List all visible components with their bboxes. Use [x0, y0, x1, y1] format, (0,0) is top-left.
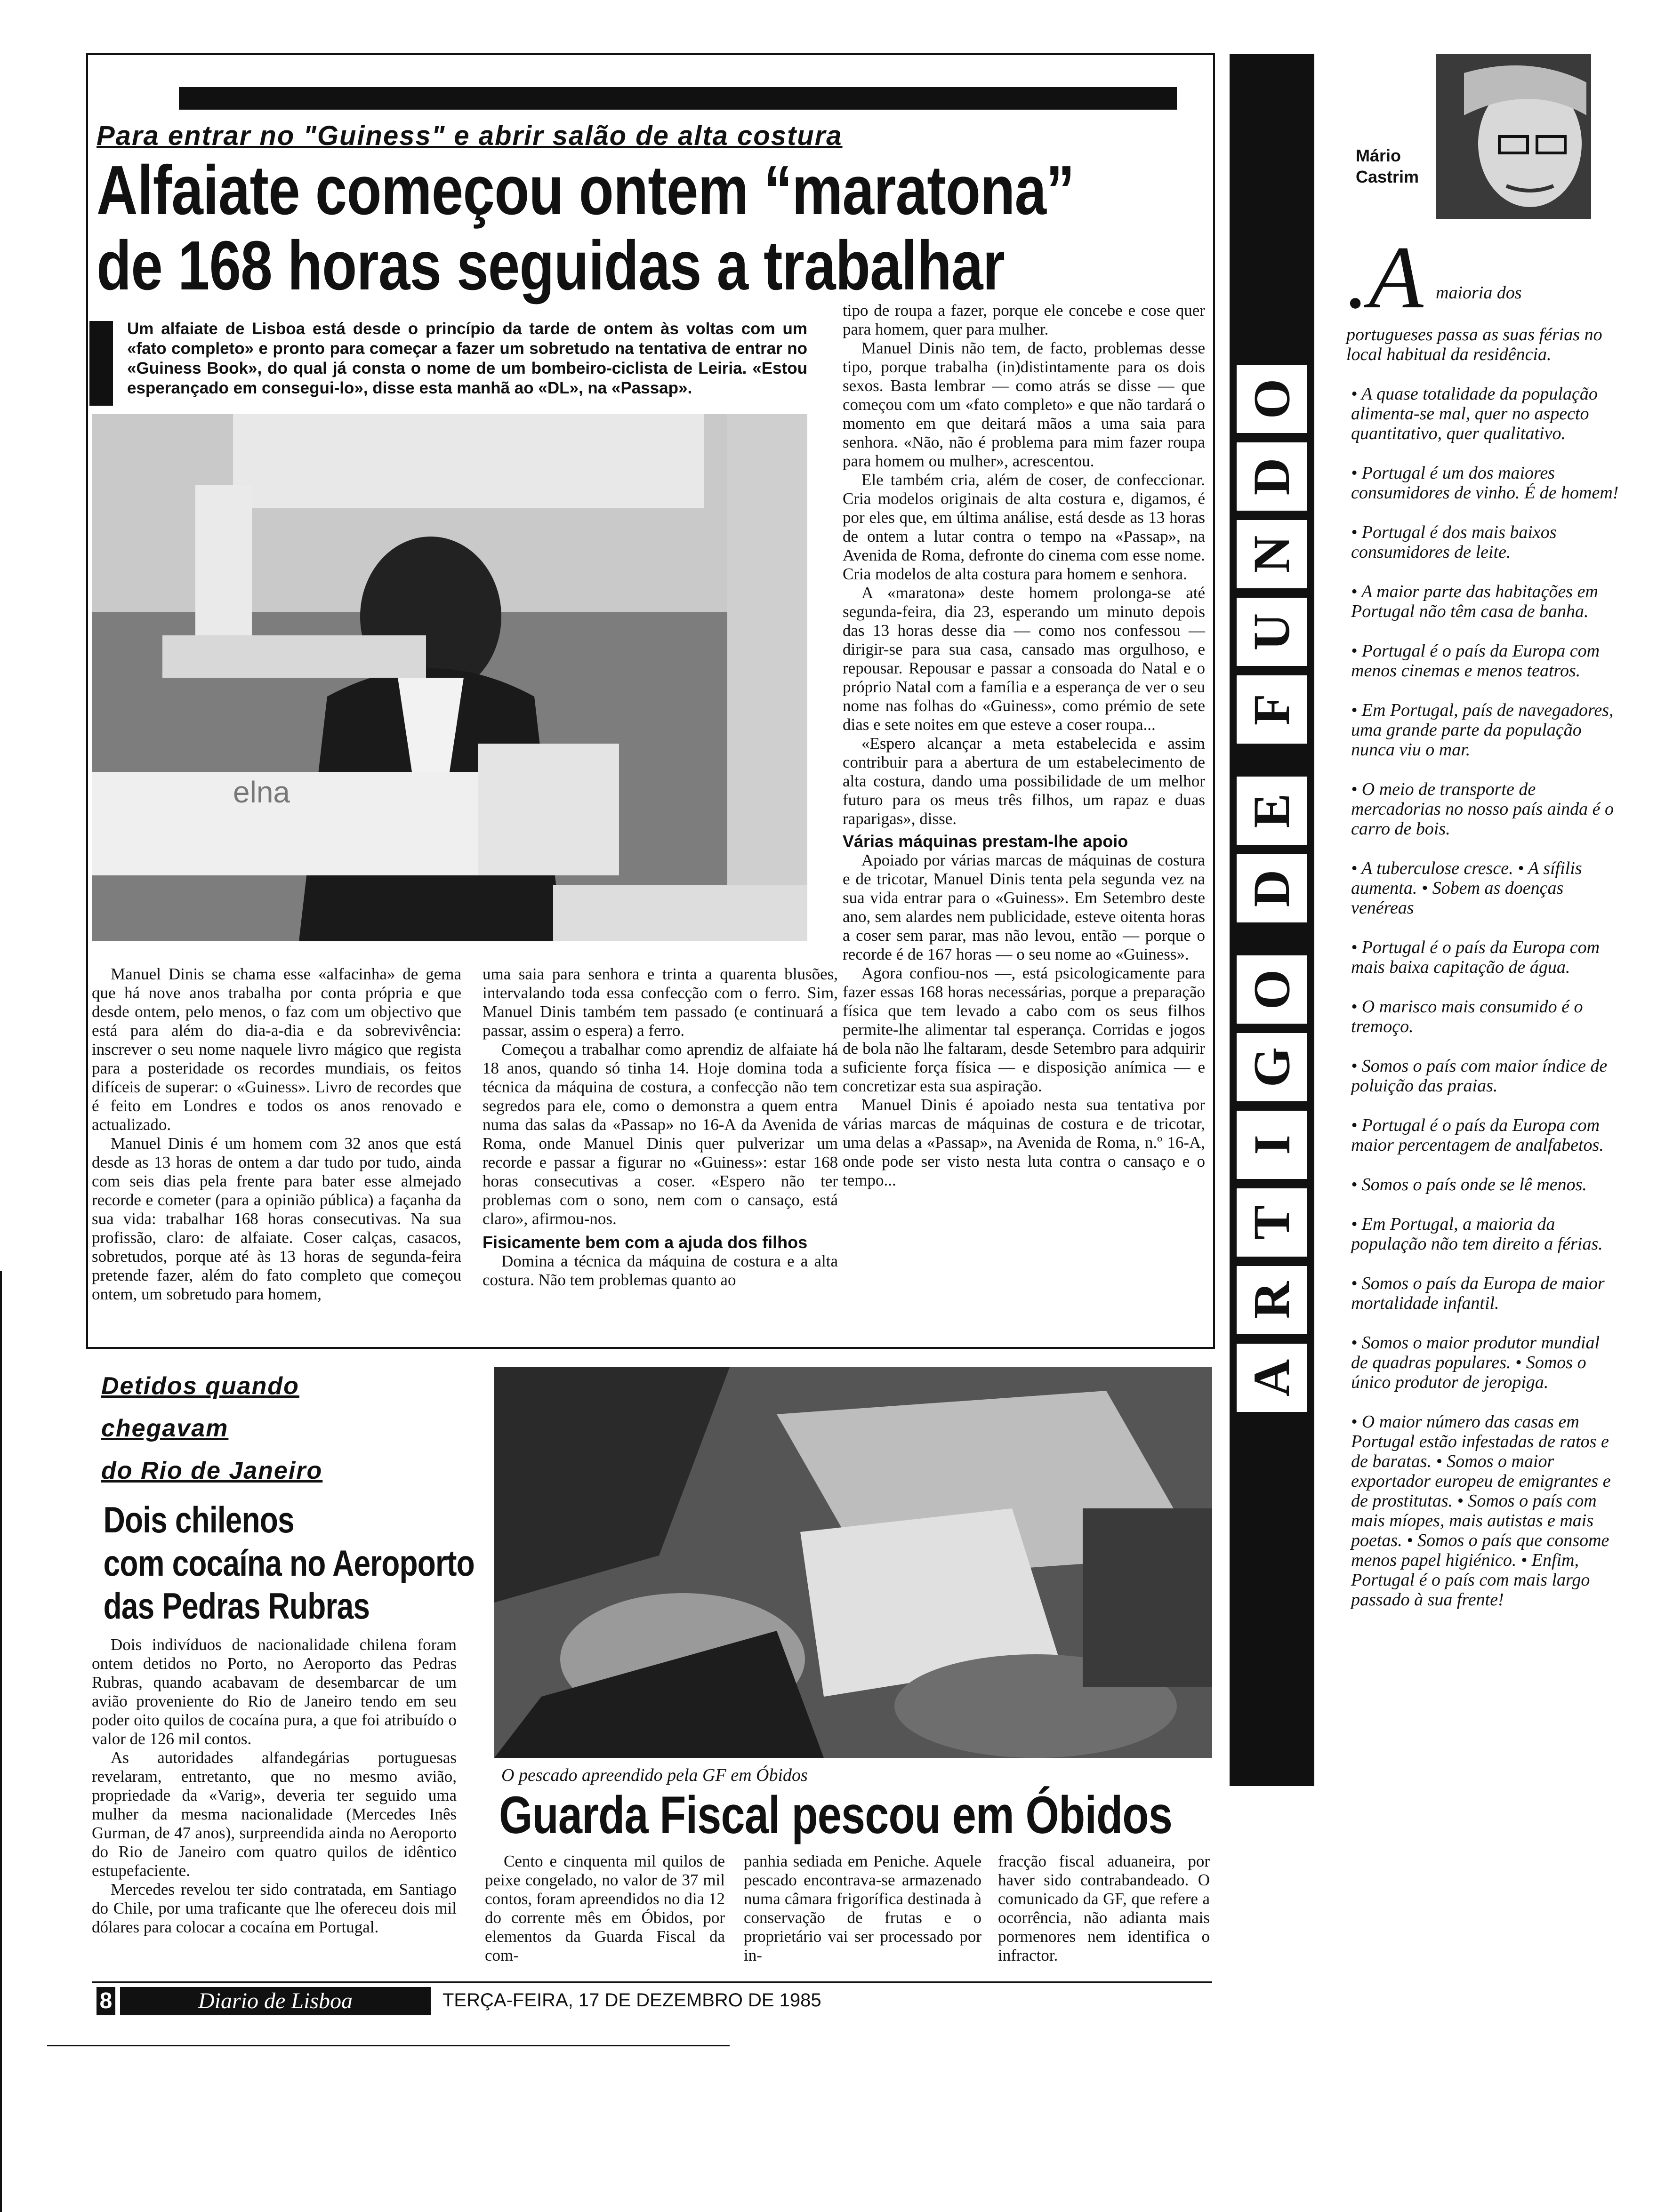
main-headline-line1: Alfaiate começou ontem “maratona”: [97, 152, 1075, 229]
main-col3-p5: «Espero alcançar a meta estabelecida e assim contribuir para a abertura de um estabelecimento de alta costura, dando uma possibilidade de um melhor futuro para os meus três filhos, um rapaz e duas raparigas», disse.: [843, 734, 1205, 828]
main-col3-p2: Manuel Dinis não tem, de facto, problemas desse tipo, porque trabalha (in)distintamente para os dois sexos. Basta lembrar — como atrás se disse — que começou com um «fato completo» e que não tardará o momento em que deitará mãos a uma saia para senhora. «Não, não é problema para mim fazer roupa para homem ou mulher», acrescentou.: [843, 339, 1205, 470]
sidebar-item: • Somos o país com maior índice de poluição das praias.: [1351, 1056, 1608, 1096]
main-col3-p1: tipo de roupa a fazer, porque ele concebe e cose quer para homem, quer para mulher.: [843, 301, 1205, 338]
sidebar-item: • Portugal é um dos maiores consumidores de vinho. É de homem!: [1351, 463, 1619, 503]
main-kicker: Para entrar no "Guiness" e abrir salão de alta costura: [97, 120, 843, 151]
cocaine-headline-line3: das Pedras Rubras: [103, 1585, 370, 1627]
tailor-photo: [92, 414, 807, 941]
main-col3-p4: A «maratona» deste homem prolonga-se até segunda-feira, dia 23, esperando um minuto depois das 13 horas desse dia — como nos confessou — dirigir-se para sua casa, cansado mas orgulhoso, e repousar. Repousar e passar a consoada do Natal e o próprio Natal com a família e a esperança de ver o seu nome nas folhas do «Guiness», como prémio de sete dias e sete noites em que esteve a coser roupa...: [843, 584, 1205, 734]
fish-photo-image: [494, 1367, 1212, 1758]
main-col1-p2: Manuel Dinis é um homem com 32 anos que está desde as 13 horas de ontem a dar tudo por tudo, ainda com seis dias pela frente para bater esse almejado recorde e cometer (para a opinião pública) a façanha da sua vida: trabalhar 168 horas consecutivas. Na sua profissão, claro: de alfaiate. Coser calças, casacos, sobretudos, porque até às 13 horas de segunda-feira pretende fazer, além do fato completo que começou ontem, um sobretudo para homem,: [92, 1134, 461, 1303]
author-portrait: [1436, 54, 1591, 219]
fish-caption: O pescado apreendido pela GF em Óbidos: [501, 1765, 808, 1785]
sidebar-intro-rest: portugueses passa as suas férias no local habitual da residência.: [1346, 325, 1602, 364]
cocaine-p1: Dois indivíduos de nacionalidade chilena foram ontem detidos no Porto, no Aeroporto das Pedras Rubras, quando acabavam de desembarcar de um avião proveniente do Rio de Janeiro tendo em seu poder oito quilos de cocaína pura, a que foi atribuído o valor de 126 mil contos.: [92, 1635, 457, 1748]
fish-col1: Cento e cinquenta mil quilos de peixe congelado, no valor de 37 mil contos, foram apreendidos no dia 12 do corrente mês em Óbidos, por elementos da Guarda Fiscal da com-: [485, 1852, 725, 1964]
section-letter: N: [1234, 518, 1310, 591]
main-col3: [843, 301, 1205, 1190]
main-col3-subhead: Várias máquinas prestam-lhe apoio: [843, 832, 1128, 851]
sidebar-intro-first: maioria dos: [1436, 283, 1522, 303]
author-photo: [1436, 54, 1591, 219]
footer-page-number: 8: [97, 1987, 115, 2015]
section-letter: F: [1234, 673, 1310, 746]
sidebar-item: • Portugal é o país da Europa com maior percentagem de analfabetos.: [1351, 1115, 1604, 1155]
main-col1: [92, 965, 461, 1304]
section-letters: [1234, 362, 1310, 1414]
cocaine-kicker-line3: do Rio de Janeiro: [101, 1457, 323, 1484]
main-lead: Um alfaiate de Lisboa está desde o princípio da tarde de ontem às voltas com um «fato completo» e pronto para começar a fazer um sobretudo na tentativa de entrar no «Guiness Book», do qual já consta o nome de um bombeiro-ciclista de Leiria. «Estou esperançado em consegui-lo», disse esta manhã ao «DL», na «Passap».: [127, 320, 807, 397]
sidebar-item: • Em Portugal, país de navegadores, uma grande parte da população nunca viu o mar.: [1351, 700, 1614, 760]
section-letter: T: [1234, 1186, 1310, 1259]
sidebar-item: • Somos o país onde se lê menos.: [1351, 1175, 1587, 1194]
footer-rule: [92, 1981, 1212, 1983]
sidebar-item: • Portugal é o país da Europa com menos cinemas e menos teatros.: [1351, 641, 1600, 681]
sidebar-item: • A tuberculose cresce. • A sífilis aumenta. • Sobem as doenças venéreas: [1351, 858, 1582, 918]
top-rule: [179, 87, 1177, 110]
sidebar-item: • O meio de transporte de mercadorias no nosso país ainda é o carro de bois.: [1351, 779, 1614, 839]
main-col2-p3: Domina a técnica da máquina de costura e a alta costura. Não tem problemas quanto ao: [483, 1252, 838, 1289]
author-first-name: Mário: [1356, 146, 1401, 165]
section-letter: R: [1234, 1264, 1310, 1337]
section-letter: U: [1234, 595, 1310, 668]
section-letter: E: [1234, 774, 1310, 847]
sidebar-item: • Somos o maior produtor mundial de quadras populares. • Somos o único produtor de jeropiga.: [1351, 1333, 1600, 1392]
sidebar-item: • A quase totalidade da população alimenta-se mal, quer no aspecto quantitativo, quer qualitativo.: [1351, 384, 1598, 443]
cocaine-p2: As autoridades alfandegárias portuguesas revelaram, entretanto, que no mesmo avião, propriedade da «Varig», deveria ter seguido uma mulher da mesma nacionalidade (Mercedes Inês Gurman, de 47 anos), surpreendida ainda no Aeroporto do Rio de Janeiro com quatro quilos de idêntico estupefaciente.: [92, 1748, 457, 1880]
section-letter: A: [1234, 1341, 1310, 1414]
cocaine-article: [92, 1365, 475, 1937]
fish-col2: panhia sediada em Peniche. Aquele pescado encontrava-se armazenado numa câmara frigorífica destinada à conservação de frutas e o proprietário vai ser processado por in-: [744, 1852, 981, 1964]
section-letter: D: [1234, 440, 1310, 513]
sidebar-item: • O marisco mais consumido é o tremoço.: [1351, 997, 1583, 1036]
tailor-photo-image: [92, 414, 807, 941]
sidebar-item: • A maior parte das habitações em Portugal não têm casa de banha.: [1351, 582, 1598, 621]
footer-date: TERÇA-FEIRA, 17 DE DEZEMBRO DE 1985: [442, 1990, 821, 2011]
cocaine-headline-line2: com cocaína no Aeroporto: [103, 1542, 475, 1584]
fish-photo: [494, 1367, 1212, 1758]
main-col1-p1: Manuel Dinis se chama esse «alfacinha» de gema que há nove anos trabalha por conta própria e que desde ontem, pelo menos, o faz com um objectivo que está para além do dia-a-dia e da sobrevivência: inscrever o seu nome naquele livro mágico que regista para a posteridade os recordes mundiais, os feitos difíceis de superar: o «Guiness». Livro de recordes que é feito em Londres e todos os anos renovado e actualizado.: [92, 965, 461, 1134]
cocaine-headline-line1: Dois chilenos: [103, 1499, 294, 1540]
main-col2-p1: uma saia para senhora e trinta a quarenta blusões, intervalando toda essa confecção com o ferro. Sim, Manuel Dinis também tem passado (e continuará a passar, assim o espera) a ferro.: [483, 965, 838, 1040]
main-col3-p3: Ele também cria, além de coser, de confeccionar. Cria modelos originais de alta costura e, digamos, é por eles que, em última análise, está desde as 13 horas de ontem a lutar contra o tempo na «Passap», na Avenida de Roma, defronte do cinema com esse nome. Cria modelos de alta costura para homem e senhora.: [843, 471, 1205, 583]
section-letter: D: [1234, 852, 1310, 925]
section-letter: I: [1234, 1108, 1310, 1181]
section-letter: O: [1234, 362, 1310, 435]
main-col2-subhead: Fisicamente bem com a ajuda dos filhos: [483, 1233, 808, 1252]
main-col3-p6: Apoiado por várias marcas de máquinas de costura e de tricotar, Manuel Dinis tenta pela segunda vez na sua vida entrar para o «Guiness». Em Setembro deste ano, sem alardes nem publicidade, esteve oitenta horas a coser sem parar, mas não levou, então — porque o recorde é de 167 horas — o seu nome ao «Guiness».: [843, 851, 1205, 963]
section-letter: G: [1234, 1031, 1310, 1104]
cocaine-p3: Mercedes revelou ter sido contratada, em Santiago do Chile, por uma traficante que lhe ofereceu dois mil dólares para colocar a cocaína em Portugal.: [92, 1880, 457, 1936]
sidebar-item: • O maior número das casas em Portugal estão infestadas de ratos e de baratas. • Somos o maior exportador europeu de emigrantes e de prostitutas. • Somos o país com mais míopes, mais autistas e mais poetas. • Somos o país que consome menos papel higiénico. • Enfim, Portugal é o país com mais largo passado à sua frente!: [1351, 1412, 1611, 1610]
fish-col3: fracção fiscal aduaneira, por haver sido contrabandeado. O comunicado da GF, que refere a ocorrência, não adianta mais pormenores nem identifica o infractor.: [998, 1852, 1210, 1964]
sidebar-column: [1346, 325, 1619, 1629]
cocaine-kicker-line1: Detidos quando: [101, 1372, 299, 1400]
bottom-rule: [47, 2045, 730, 2046]
sidebar-item: • Somos o país da Europa de maior mortalidade infantil.: [1351, 1274, 1605, 1313]
lead-initial-bar: [89, 321, 113, 406]
sidebar-item: • Portugal é dos mais baixos consumidores de leite.: [1351, 522, 1557, 562]
cocaine-kicker-line2: chegavam: [101, 1415, 229, 1442]
footer-paper-name: Diario de Lisboa: [120, 1987, 431, 2015]
main-col2-p2: Começou a trabalhar como aprendiz de alfaiate há 18 anos, quando só tinha 14. Hoje domina toda a técnica da máquina de costura, a confecção não tem segredos para ele, como o demonstra a quem entra numa das salas da «Passap» no 16-A da Avenida de Roma, onde Manuel Dinis quer pulverizar um recorde e passar a figurar no «Guiness»: estar 168 horas consecutivas a coser. «Espero não ter problemas com o sono, nem com o cansaço, está claro», afirmou-nos.: [483, 1040, 838, 1228]
fish-headline: Guarda Fiscal pescou em Óbidos: [499, 1786, 1172, 1844]
left-margin-rule: [0, 1271, 2, 2212]
sidebar-item: • Portugal é o país da Europa com mais baixa capitação de água.: [1351, 938, 1600, 977]
photo-machine-label: elna: [233, 775, 290, 809]
author-last-name: Castrim: [1356, 167, 1419, 186]
main-col3-p7: Agora confiou-nos —, está psicologicamente para fazer essas 168 horas necessárias, porque a preparação física que tem levado a cabo com os seus filhos permite-lhe alimentar tal esperança. Corridas e jogos de bola não lhe faltaram, desde Setembro para adquirir suficiente força física — e disposição anímica — e concretizar esta sua aspiração.: [843, 964, 1205, 1095]
main-col3-p8: Manuel Dinis é apoiado nesta sua tentativa por várias marcas de máquinas de costura e de tricotar, uma delas a «Passap», na Avenida de Roma, n.º 16-A, onde pode ser visto nesta luta contra o cansaço e o tempo...: [843, 1096, 1205, 1189]
sidebar-dropcap: .A: [1346, 228, 1424, 327]
section-letter: O: [1234, 953, 1310, 1026]
sidebar-item: • Em Portugal, a maioria da população não tem direito a férias.: [1351, 1214, 1603, 1254]
main-headline-line2: de 168 horas seguidas a trabalhar: [97, 227, 1005, 305]
main-col2: [483, 965, 838, 1290]
